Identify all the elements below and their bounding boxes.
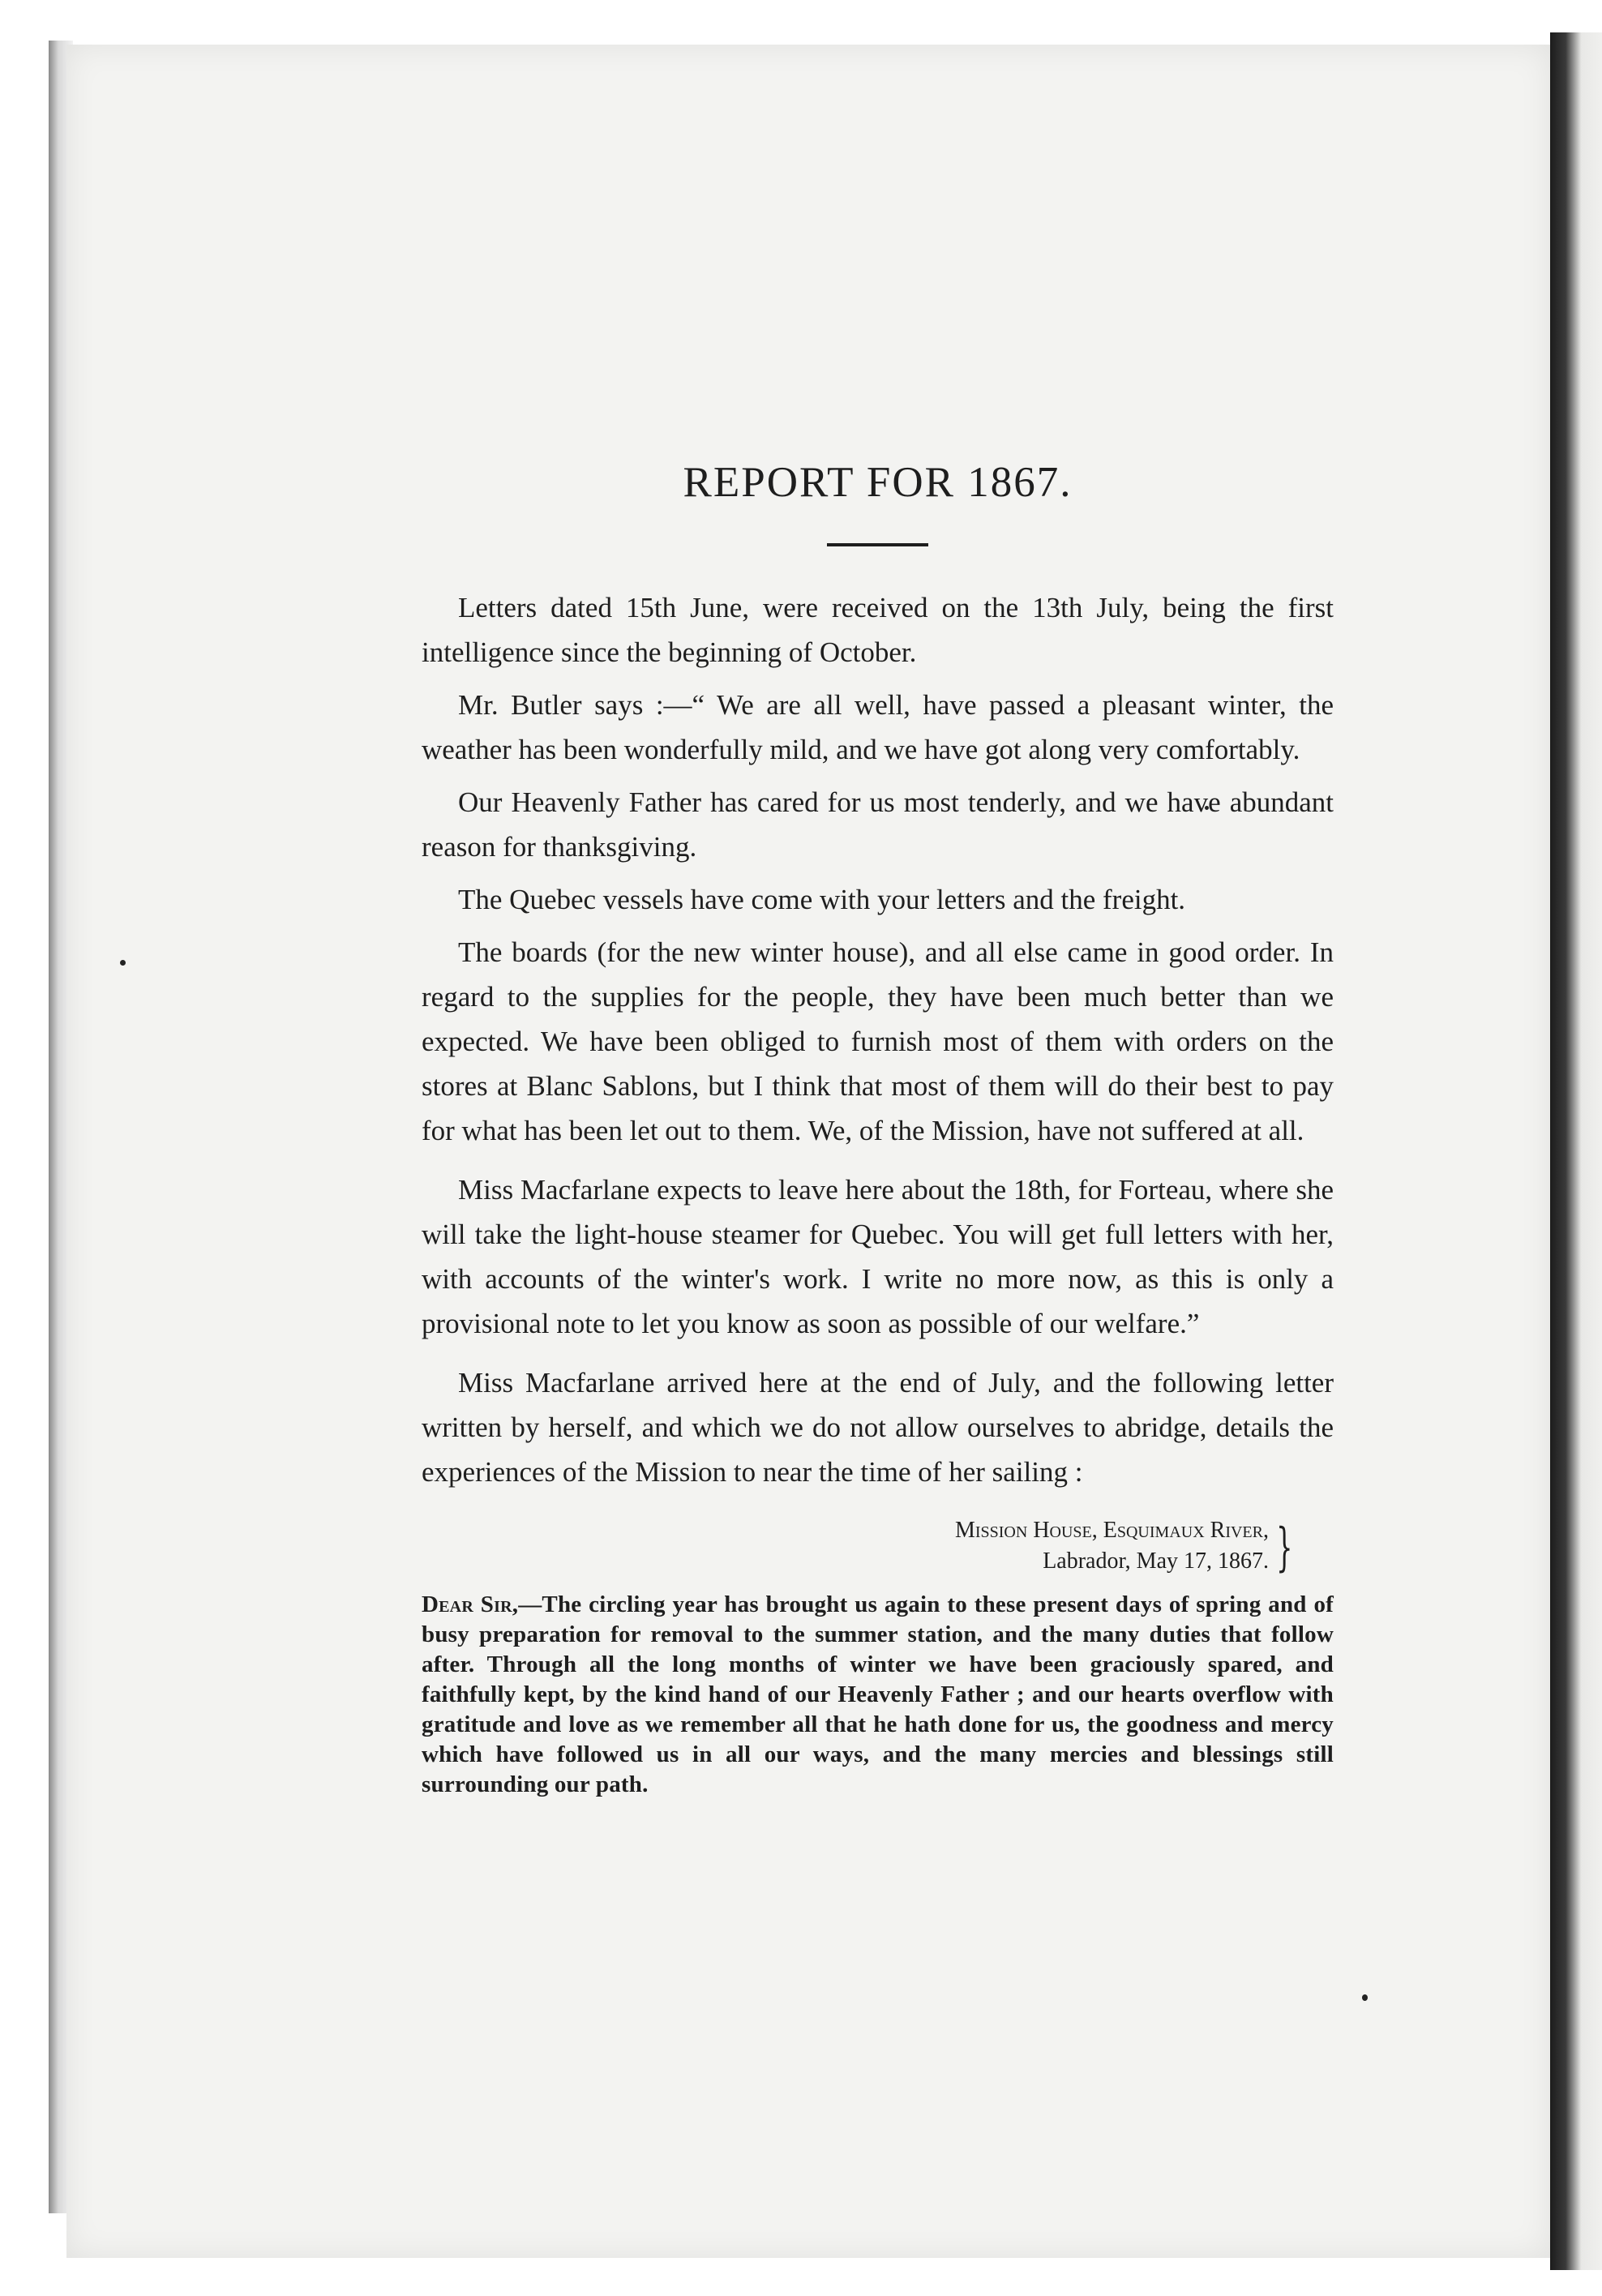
scan-speck [1362, 1994, 1368, 2001]
letter-text: —The circling year has brought us again to these present days of spring and of busy preparation for removal to the summer station, and the many duties that follow after. Through all the long months of winter we have been graciously spared, and faithfully kept, by the kind hand of our Heavenly Father ; and our hearts overflow with gratitude and love as we remember all that he hath done for us, the goodness and mercy which have followed us in all our ways, and the many mercies and blessings still surrounding our path. [422, 1591, 1334, 1797]
letter-heading [422, 1515, 1334, 1577]
letter-body [422, 1590, 1334, 1800]
paragraph: Our Heavenly Father has cared for us most tenderly, and we have abundant reason for thanksgiving. [422, 786, 1334, 863]
document-title: REPORT FOR 1867. [683, 459, 1073, 506]
paragraph: The boards (for the new winter house), and all else came in good order. In regard to the supplies for the people, they have been much better than we expected. We have been obliged to furnish most of them with orders on the stores at Blanc Sablons, but I think that most of them will do their best to pay for what has been let out to them. We, of the Mission, have not suffered at all. [422, 936, 1334, 1146]
document-body [422, 454, 1334, 1823]
facing-page-edge [1550, 32, 1602, 2270]
paragraph: The Quebec vessels have come with your letters and the freight. [458, 884, 1186, 915]
paragraph: Miss Macfarlane arrived here at the end of July, and the following letter written by herself, and which we do not allow ourselves to abridge, details the experiences of the Mission to near the time of her sailing : [422, 1367, 1334, 1488]
paragraph: Miss Macfarlane expects to leave here about the 18th, for Forteau, where she will take the light-house steamer for Quebec. You will get full letters with her, with accounts of the winter's work. I write no more now, as this is only a provisional note to let you know as soon as possible of our welfare.” [422, 1174, 1334, 1339]
letter-date: Labrador, May 17, 1867. [1043, 1549, 1269, 1574]
paragraph: Mr. Butler says :—“ We are all well, have passed a pleasant winter, the weather has been wonderfully mild, and we have got along very comfortably. [422, 689, 1334, 765]
paragraph: Letters dated 15th June, were received on the 13th July, being the first intelligence since the beginning of October. [422, 592, 1334, 668]
brace-glyph: } [1276, 1518, 1293, 1578]
letter-place: Mission House, Esquimaux River, [954, 1518, 1269, 1543]
letter-salutation: Dear Sir, [422, 1591, 519, 1617]
title-divider [827, 543, 928, 546]
scan-speck [120, 960, 126, 966]
